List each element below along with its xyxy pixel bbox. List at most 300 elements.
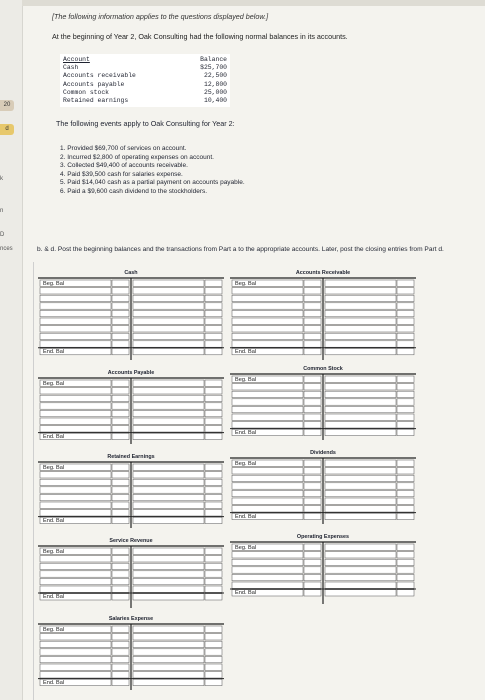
debit-amount-cell[interactable] [112, 649, 129, 655]
debit-label-cell[interactable] [40, 303, 111, 309]
debit-label-cell[interactable] [232, 552, 303, 558]
credit-amount-cell[interactable] [205, 502, 222, 508]
debit-amount-cell[interactable] [304, 348, 321, 354]
debit-label-cell[interactable] [40, 395, 111, 401]
debit-label-cell[interactable] [40, 318, 111, 324]
debit-amount-cell[interactable] [112, 280, 129, 286]
credit-amount-cell[interactable] [205, 634, 222, 640]
credit-amount-cell[interactable] [205, 295, 222, 301]
credit-label-cell[interactable] [133, 494, 204, 500]
debit-amount-cell[interactable] [112, 502, 129, 508]
credit-label-cell[interactable] [133, 280, 204, 286]
debit-amount-cell[interactable] [304, 310, 321, 316]
debit-label-cell[interactable] [40, 310, 111, 316]
credit-label-cell[interactable] [325, 399, 396, 405]
debit-label-cell[interactable] [232, 384, 303, 390]
debit-label-cell[interactable] [232, 498, 303, 504]
debit-amount-cell[interactable] [304, 460, 321, 466]
event-item: 3. Collected $49,400 of accounts receivable. [60, 162, 188, 170]
debit-label-cell[interactable] [232, 333, 303, 339]
debit-amount-cell[interactable] [112, 472, 129, 478]
credit-amount-cell[interactable] [397, 399, 414, 405]
credit-label-cell[interactable] [325, 475, 396, 481]
credit-amount-cell[interactable] [205, 556, 222, 562]
debit-label-cell[interactable] [232, 326, 303, 332]
credit-label-cell[interactable] [133, 664, 204, 670]
beginning-balance-label: Beg. Bal [235, 376, 257, 383]
debit-amount-cell[interactable] [112, 487, 129, 493]
debit-label-cell[interactable] [40, 472, 111, 478]
debit-label-cell[interactable] [40, 563, 111, 569]
credit-label-cell[interactable] [133, 333, 204, 339]
debit-label-cell[interactable] [40, 418, 111, 424]
credit-amount-cell[interactable] [397, 406, 414, 412]
credit-amount-cell[interactable] [397, 376, 414, 382]
credit-amount-cell[interactable] [205, 280, 222, 286]
debit-amount-cell[interactable] [304, 513, 321, 519]
credit-amount-cell[interactable] [205, 586, 222, 592]
credit-amount-cell[interactable] [205, 426, 222, 432]
balance-row [63, 64, 227, 72]
debit-amount-cell[interactable] [112, 303, 129, 309]
credit-label-cell[interactable] [325, 552, 396, 558]
debit-label-cell[interactable] [232, 483, 303, 489]
beginning-balance-label: Beg. Bal [43, 548, 65, 555]
credit-amount-cell[interactable] [205, 403, 222, 409]
debit-label-cell[interactable] [232, 422, 303, 428]
credit-amount-cell[interactable] [397, 513, 414, 519]
credit-amount-cell[interactable] [205, 348, 222, 354]
credit-amount-cell[interactable] [205, 641, 222, 647]
debit-label-cell[interactable] [232, 295, 303, 301]
credit-amount-cell[interactable] [205, 672, 222, 678]
credit-label-cell[interactable] [133, 594, 204, 600]
credit-amount-cell[interactable] [397, 348, 414, 354]
credit-amount-cell[interactable] [397, 288, 414, 294]
debit-label-cell[interactable] [40, 510, 111, 516]
debit-label-cell[interactable] [232, 506, 303, 512]
credit-amount-cell[interactable] [397, 544, 414, 550]
credit-label-cell[interactable] [133, 310, 204, 316]
credit-label-cell[interactable] [133, 626, 204, 632]
credit-amount-cell[interactable] [205, 310, 222, 316]
credit-label-cell[interactable] [325, 348, 396, 354]
debit-label-cell[interactable] [232, 468, 303, 474]
debit-amount-cell[interactable] [112, 426, 129, 432]
credit-label-cell[interactable] [325, 303, 396, 309]
debit-label-cell[interactable] [40, 410, 111, 416]
credit-amount-cell[interactable] [397, 574, 414, 580]
debit-label-cell[interactable] [232, 490, 303, 496]
credit-label-cell[interactable] [325, 414, 396, 420]
debit-amount-cell[interactable] [112, 295, 129, 301]
debit-amount-cell[interactable] [112, 594, 129, 600]
debit-amount-cell[interactable] [112, 433, 129, 439]
credit-amount-cell[interactable] [397, 483, 414, 489]
credit-label-cell[interactable] [325, 333, 396, 339]
debit-label-cell[interactable] [40, 656, 111, 662]
debit-amount-cell[interactable] [112, 288, 129, 294]
credit-label-cell[interactable] [325, 310, 396, 316]
debit-amount-cell[interactable] [304, 303, 321, 309]
debit-label-cell[interactable] [40, 403, 111, 409]
credit-label-cell[interactable] [325, 582, 396, 588]
credit-label-cell[interactable] [133, 634, 204, 640]
credit-amount-cell[interactable] [205, 578, 222, 584]
debit-label-cell[interactable] [40, 556, 111, 562]
credit-label-cell[interactable] [133, 649, 204, 655]
credit-amount-cell[interactable] [205, 494, 222, 500]
debit-label-cell[interactable] [232, 406, 303, 412]
t-account-grid [38, 370, 224, 444]
credit-label-cell[interactable] [325, 544, 396, 550]
credit-amount-cell[interactable] [397, 295, 414, 301]
credit-label-cell[interactable] [325, 498, 396, 504]
credit-label-cell[interactable] [325, 429, 396, 435]
debit-label-cell[interactable] [40, 634, 111, 640]
credit-label-cell[interactable] [325, 574, 396, 580]
sidebar-tab-1[interactable]: 20 [0, 100, 14, 111]
debit-amount-cell[interactable] [112, 563, 129, 569]
debit-amount-cell[interactable] [112, 348, 129, 354]
credit-amount-cell[interactable] [205, 472, 222, 478]
debit-amount-cell[interactable] [304, 288, 321, 294]
credit-amount-cell[interactable] [205, 656, 222, 662]
credit-label-cell[interactable] [133, 502, 204, 508]
credit-label-cell[interactable] [133, 426, 204, 432]
sidebar-tab-6[interactable]: nces [0, 246, 13, 252]
credit-amount-cell[interactable] [397, 468, 414, 474]
credit-label-cell[interactable] [133, 326, 204, 332]
debit-label-cell[interactable] [232, 310, 303, 316]
debit-amount-cell[interactable] [304, 280, 321, 286]
sidebar-tab-4[interactable]: n [0, 208, 4, 214]
debit-label-cell[interactable] [40, 341, 111, 347]
credit-amount-cell[interactable] [397, 310, 414, 316]
credit-label-cell[interactable] [133, 410, 204, 416]
credit-amount-cell[interactable] [397, 303, 414, 309]
debit-amount-cell[interactable] [304, 468, 321, 474]
credit-label-cell[interactable] [325, 406, 396, 412]
debit-amount-cell[interactable] [304, 498, 321, 504]
credit-label-cell[interactable] [325, 326, 396, 332]
credit-amount-cell[interactable] [205, 410, 222, 416]
credit-amount-cell[interactable] [397, 582, 414, 588]
debit-amount-cell[interactable] [304, 406, 321, 412]
debit-amount-cell[interactable] [304, 414, 321, 420]
debit-amount-cell[interactable] [112, 494, 129, 500]
credit-label-cell[interactable] [133, 472, 204, 478]
debit-amount-cell[interactable] [304, 582, 321, 588]
debit-amount-cell[interactable] [304, 544, 321, 550]
debit-amount-cell[interactable] [112, 634, 129, 640]
credit-amount-cell[interactable] [205, 517, 222, 523]
debit-amount-cell[interactable] [112, 479, 129, 485]
debit-label-cell[interactable] [40, 641, 111, 647]
credit-amount-cell[interactable] [205, 563, 222, 569]
debit-amount-cell[interactable] [304, 475, 321, 481]
credit-amount-cell[interactable] [397, 498, 414, 504]
credit-label-cell[interactable] [133, 517, 204, 523]
credit-label-cell[interactable] [133, 403, 204, 409]
debit-label-cell[interactable] [232, 318, 303, 324]
credit-label-cell[interactable] [133, 380, 204, 386]
credit-label-cell[interactable] [133, 303, 204, 309]
debit-amount-cell[interactable] [304, 552, 321, 558]
debit-amount-cell[interactable] [304, 333, 321, 339]
debit-label-cell[interactable] [40, 487, 111, 493]
account-balance: $25,700 [200, 64, 227, 72]
debit-amount-cell[interactable] [112, 510, 129, 516]
debit-amount-cell[interactable] [304, 318, 321, 324]
credit-label-cell[interactable] [133, 318, 204, 324]
credit-label-cell[interactable] [133, 548, 204, 554]
debit-amount-cell[interactable] [304, 490, 321, 496]
debit-label-cell[interactable] [40, 502, 111, 508]
debit-label-cell[interactable] [232, 391, 303, 397]
debit-amount-cell[interactable] [304, 574, 321, 580]
debit-amount-cell[interactable] [304, 483, 321, 489]
debit-amount-cell[interactable] [112, 517, 129, 523]
debit-label-cell[interactable] [40, 333, 111, 339]
debit-label-cell[interactable] [40, 672, 111, 678]
debit-label-cell[interactable] [232, 475, 303, 481]
ending-balance-label: End. Bal [43, 594, 65, 601]
credit-label-cell[interactable] [325, 280, 396, 286]
credit-amount-cell[interactable] [205, 479, 222, 485]
credit-amount-cell[interactable] [205, 510, 222, 516]
credit-amount-cell[interactable] [397, 506, 414, 512]
credit-amount-cell[interactable] [205, 626, 222, 632]
debit-amount-cell[interactable] [112, 641, 129, 647]
debit-label-cell[interactable] [40, 578, 111, 584]
credit-label-cell[interactable] [325, 506, 396, 512]
credit-amount-cell[interactable] [397, 475, 414, 481]
debit-amount-cell[interactable] [112, 333, 129, 339]
beginning-balance-label: Beg. Bal [235, 280, 257, 287]
sidebar-tab-5[interactable]: D [0, 232, 5, 238]
credit-amount-cell[interactable] [397, 567, 414, 573]
credit-label-cell[interactable] [325, 341, 396, 347]
credit-amount-cell[interactable] [397, 422, 414, 428]
credit-amount-cell[interactable] [397, 318, 414, 324]
debit-amount-cell[interactable] [112, 310, 129, 316]
beginning-balance-label: Beg. Bal [235, 544, 257, 551]
credit-label-cell[interactable] [133, 388, 204, 394]
debit-amount-cell[interactable] [304, 295, 321, 301]
debit-label-cell[interactable] [232, 559, 303, 565]
account-name: Retained earnings [63, 97, 129, 105]
credit-label-cell[interactable] [325, 391, 396, 397]
credit-amount-cell[interactable] [205, 571, 222, 577]
sidebar-tab-3[interactable]: k [0, 176, 3, 182]
credit-label-cell[interactable] [325, 559, 396, 565]
credit-amount-cell[interactable] [397, 280, 414, 286]
debit-label-cell[interactable] [40, 494, 111, 500]
debit-label-cell[interactable] [40, 586, 111, 592]
debit-amount-cell[interactable] [304, 376, 321, 382]
credit-label-cell[interactable] [325, 422, 396, 428]
credit-amount-cell[interactable] [205, 395, 222, 401]
credit-amount-cell[interactable] [205, 433, 222, 439]
debit-label-cell[interactable] [40, 288, 111, 294]
debit-amount-cell[interactable] [112, 395, 129, 401]
credit-amount-cell[interactable] [397, 414, 414, 420]
credit-amount-cell[interactable] [205, 487, 222, 493]
credit-label-cell[interactable] [133, 563, 204, 569]
credit-label-cell[interactable] [133, 487, 204, 493]
credit-amount-cell[interactable] [397, 460, 414, 466]
credit-amount-cell[interactable] [397, 326, 414, 332]
credit-label-cell[interactable] [325, 567, 396, 573]
credit-amount-cell[interactable] [397, 429, 414, 435]
debit-label-cell[interactable] [40, 295, 111, 301]
debit-amount-cell[interactable] [112, 578, 129, 584]
debit-label-cell[interactable] [232, 414, 303, 420]
debit-amount-cell[interactable] [112, 464, 129, 470]
sidebar-tab-2[interactable]: d [0, 124, 14, 135]
credit-amount-cell[interactable] [397, 333, 414, 339]
debit-label-cell[interactable] [40, 479, 111, 485]
credit-amount-cell[interactable] [397, 391, 414, 397]
credit-amount-cell[interactable] [205, 464, 222, 470]
debit-amount-cell[interactable] [112, 318, 129, 324]
debit-amount-cell[interactable] [304, 391, 321, 397]
credit-label-cell[interactable] [325, 460, 396, 466]
debit-label-cell[interactable] [40, 426, 111, 432]
credit-amount-cell[interactable] [397, 552, 414, 558]
credit-amount-cell[interactable] [397, 590, 414, 596]
debit-amount-cell[interactable] [112, 672, 129, 678]
credit-label-cell[interactable] [325, 295, 396, 301]
credit-amount-cell[interactable] [205, 664, 222, 670]
credit-amount-cell[interactable] [397, 559, 414, 565]
ending-balance-label: End. Bal [235, 513, 257, 520]
credit-label-cell[interactable] [133, 510, 204, 516]
credit-amount-cell[interactable] [205, 548, 222, 554]
debit-label-cell[interactable] [232, 399, 303, 405]
credit-amount-cell[interactable] [205, 649, 222, 655]
debit-amount-cell[interactable] [304, 506, 321, 512]
credit-amount-cell[interactable] [205, 288, 222, 294]
credit-amount-cell[interactable] [205, 326, 222, 332]
debit-amount-cell[interactable] [112, 403, 129, 409]
debit-amount-cell[interactable] [112, 656, 129, 662]
debit-amount-cell[interactable] [112, 664, 129, 670]
credit-label-cell[interactable] [133, 656, 204, 662]
credit-label-cell[interactable] [325, 288, 396, 294]
debit-amount-cell[interactable] [304, 429, 321, 435]
debit-label-cell[interactable] [232, 341, 303, 347]
debit-amount-cell[interactable] [112, 586, 129, 592]
debit-amount-cell[interactable] [112, 571, 129, 577]
credit-label-cell[interactable] [325, 318, 396, 324]
debit-label-cell[interactable] [40, 649, 111, 655]
credit-amount-cell[interactable] [205, 388, 222, 394]
credit-label-cell[interactable] [133, 556, 204, 562]
credit-amount-cell[interactable] [205, 341, 222, 347]
credit-amount-cell[interactable] [397, 341, 414, 347]
credit-label-cell[interactable] [133, 433, 204, 439]
debit-amount-cell[interactable] [112, 556, 129, 562]
debit-label-cell[interactable] [232, 303, 303, 309]
credit-label-cell[interactable] [325, 468, 396, 474]
debit-amount-cell[interactable] [304, 567, 321, 573]
credit-label-cell[interactable] [325, 483, 396, 489]
debit-label-cell[interactable] [232, 574, 303, 580]
credit-label-cell[interactable] [325, 384, 396, 390]
credit-label-cell[interactable] [133, 464, 204, 470]
credit-amount-cell[interactable] [205, 318, 222, 324]
credit-label-cell[interactable] [133, 418, 204, 424]
debit-label-cell[interactable] [40, 664, 111, 670]
credit-label-cell[interactable] [133, 679, 204, 685]
credit-label-cell[interactable] [133, 341, 204, 347]
credit-label-cell[interactable] [133, 288, 204, 294]
credit-label-cell[interactable] [325, 490, 396, 496]
debit-label-cell[interactable] [40, 571, 111, 577]
credit-label-cell[interactable] [133, 641, 204, 647]
credit-label-cell[interactable] [325, 590, 396, 596]
debit-label-cell[interactable] [40, 326, 111, 332]
debit-label-cell[interactable] [232, 567, 303, 573]
credit-label-cell[interactable] [325, 376, 396, 382]
debit-amount-cell[interactable] [304, 559, 321, 565]
credit-amount-cell[interactable] [205, 679, 222, 685]
debit-amount-cell[interactable] [112, 341, 129, 347]
account-name: Common stock [63, 88, 110, 96]
credit-label-cell[interactable] [133, 672, 204, 678]
credit-amount-cell[interactable] [397, 384, 414, 390]
debit-amount-cell[interactable] [112, 679, 129, 685]
credit-label-cell[interactable] [133, 395, 204, 401]
credit-label-cell[interactable] [133, 571, 204, 577]
credit-label-cell[interactable] [325, 513, 396, 519]
debit-amount-cell[interactable] [112, 326, 129, 332]
credit-label-cell[interactable] [133, 479, 204, 485]
debit-amount-cell[interactable] [304, 422, 321, 428]
credit-label-cell[interactable] [133, 348, 204, 354]
debit-amount-cell[interactable] [304, 384, 321, 390]
credit-amount-cell[interactable] [205, 594, 222, 600]
credit-amount-cell[interactable] [205, 303, 222, 309]
debit-amount-cell[interactable] [112, 380, 129, 386]
beginning-balance-label: Beg. Bal [235, 460, 257, 467]
credit-amount-cell[interactable] [205, 418, 222, 424]
credit-amount-cell[interactable] [205, 333, 222, 339]
debit-label-cell[interactable] [40, 388, 111, 394]
debit-amount-cell[interactable] [112, 388, 129, 394]
credit-amount-cell[interactable] [205, 380, 222, 386]
debit-amount-cell[interactable] [304, 341, 321, 347]
credit-label-cell[interactable] [133, 578, 204, 584]
t-account-title: Salaries Expense [108, 616, 154, 622]
debit-amount-cell[interactable] [304, 399, 321, 405]
debit-label-cell[interactable] [232, 582, 303, 588]
debit-label-cell[interactable] [232, 288, 303, 294]
t-account-grid [38, 454, 224, 528]
debit-amount-cell[interactable] [112, 626, 129, 632]
debit-amount-cell[interactable] [304, 326, 321, 332]
debit-amount-cell[interactable] [112, 548, 129, 554]
debit-amount-cell[interactable] [304, 590, 321, 596]
credit-amount-cell[interactable] [397, 490, 414, 496]
credit-label-cell[interactable] [133, 586, 204, 592]
debit-amount-cell[interactable] [112, 418, 129, 424]
credit-label-cell[interactable] [133, 295, 204, 301]
debit-amount-cell[interactable] [112, 410, 129, 416]
ending-balance-label: End. Bal [43, 348, 65, 355]
